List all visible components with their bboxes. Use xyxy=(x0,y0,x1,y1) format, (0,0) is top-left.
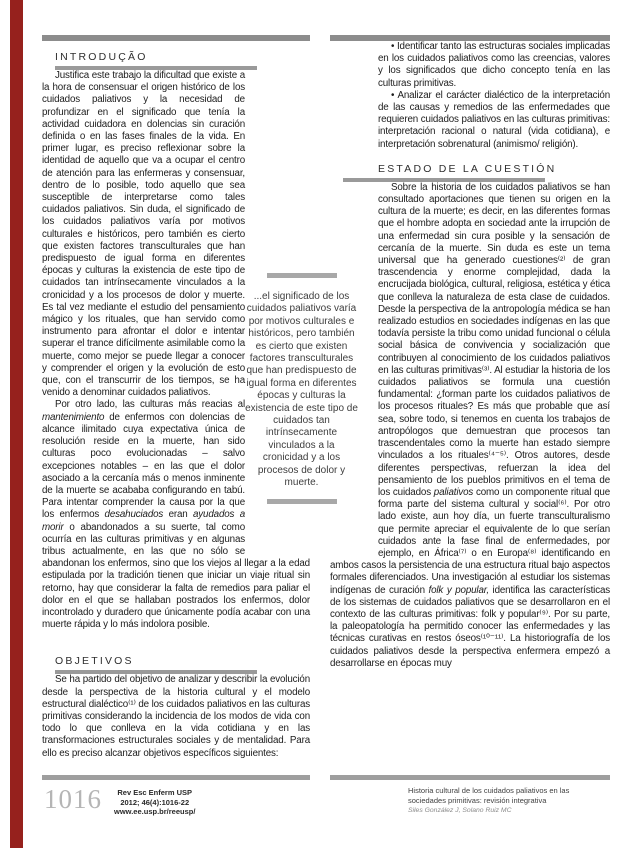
journal-citation xyxy=(114,784,195,817)
running-authors: Siles González J, Solano Ruiz MC xyxy=(408,807,512,814)
footer-rule-right xyxy=(330,775,610,780)
footer-rule-left xyxy=(42,775,310,780)
page-number: 1016 xyxy=(44,784,102,814)
pull-quote-text: ...el significado de los cuidados paliativos varía por motivos culturales e históricos, pero también es cierto que existen factores transculturales que han predispuesto de igual forma en diferentes épocas y culturas la existencia de este tipo de cuidados tan intrínsecamente vinculados a la cronicidad y a los procesos de dolor y muerte. xyxy=(245,291,358,489)
right-column xyxy=(330,35,610,670)
page-edge-accent-bar xyxy=(10,0,23,848)
footer-left xyxy=(44,784,195,817)
running-title-line1: Historia cultural de los cuidados paliativos en las xyxy=(408,786,570,795)
pull-quote-top-rule xyxy=(267,273,337,278)
intro-paragraph-2: Por otro lado, las culturas más reacias al mantenimiento de enfermos con dolencias de alcance ilimitado cuya expectativa única de resolución reside en la muerte, han sido culturas poco evolucionadas – salvo excepciones notables – en las que el dolor asociado a la cercanía más o menos inminente de la muerte se acababa configurando en tabú. Para intentar comprender la causa por la que los enfermos desahuciados eran ayudados a morir o abandonados a su suerte, tal como ocurría en las culturas primitivas y en algunas tribus actualmente, en las que no sólo se abandonan los enfermos, sino que los viejos al llegar a la edad estipulada por la tradición tienen que iniciar un viaje ritual sin retorno, hay que considerar la falta de remedios para paliar el dolor en el que se hallaban postrados los enfermos, dolor incontrolado y duradero que únicamente podía acabar con una muerte rápida y lo más indolora posible. xyxy=(42,399,310,631)
intro-paragraph-1: Justifica este trabajo la dificultad que existe a la hora de consensuar el origen histórico de los cuidados paliativos y la necesidad de profundizar en el significado que tenía la actividad cuidadora en dolencias sin curación definida o en las fases finales de la vida. En primer lugar, es preciso reflexionar sobre la identidad de aquello que va a ocupar el centro de atención para las enfermeras y consensuar, dentro de lo posible, todo aquello que sea susceptible de interpretarse como tales cuidados paliativos. Sin duda, el significado de los cuidados paliativos varía por motivos culturales e históricos, pero también es cierto que existen factores transculturales que han predispuesto de igual forma en diferentes épocas y culturas la existencia de este tipo de cuidados tan intrínsecamente vinculados a la cronicidad y a los procesos de dolor y muerte. Es tal vez mediante el estudio del pensamiento mágico y los rituales, que han servido como instrumento para afrontar el dolor e intentar superar el trance difícilmente asimilable como la muerte, como mejor se puede llegar a conocer y comprender el origen y la evolución de esto que, con el transcurrir de los tiempos, se ha venido a denominar cuidados paliativos. xyxy=(42,70,245,399)
objetivos-paragraph: Se ha partido del objetivo de analizar y describir la evolución desde la perspectiva de la historia cultural y el modelo estructural dialéctico⁽¹⁾ de los cuidados paliativos en las culturas primitivas considerando la incidencia de los modos de vida con todo lo que conlleva en la vida cotidiana y en las transformaciones estructurales sociales y de mentalidad. Para ello es preciso alcanzar objetivos específicos siguientes: xyxy=(42,674,310,759)
journal-issue: 2012; 46(4):1016-22 xyxy=(120,797,190,807)
estado-paragraph: Sobre la historia de los cuidados paliativos se han consultado aportaciones que tienen su origen en la cultura de la muerte; es decir, en las diferentes formas que el hombre adopta en sociedad ante la irrupción de una enfermedad sin cura posible y la sensación de cercanía de la muerte. Sin duda es este un tema universal que ha generado cuestiones⁽²⁾ de gran trascendencia y enorme complejidad, dada la encrucijada biológica, cultural, religiosa, estética y ética que conlleva la naturaleza de esta clase de cuidados. Desde la perspectiva de la antropología médica se han realizado estudios en sociedades indígenas en las que todavía persiste la tribu como unidad funcional o célula social básica de convivencia y socialización que contribuyen al conocimiento de los cuidados paliativos en las culturas primitivas⁽³⁾. Al estudiar la historia de los cuidados paliativos se formula una cuestión fundamental: ¿forman parte los cuidados paliativos de los procesos rituales? Es más que probable que así sea, sobre todo, si tenemos en cuenta los trabajos de antropólogos que demuestran que procesos tan trascendentales como la muerte han estado siempre vinculados a los rituales⁽⁴⁻⁵⁾. Otros autores, desde diferentes perspectivas, refuerzan la idea del pensamiento de los pueblos primitivos en el tema de los cuidados paliativos como un componente ritual que forma parte del sistema cultural y social⁽⁶⁾. Por otro lado existe, aun hoy día, un fuerte transculturalismo que permite apreciar el equivalente de lo que serían cuidados ante la fase final de enfermedades, por ejemplo, en África⁽⁷⁾ o en Europa⁽⁸⁾ identificando en ambos casos la persistencia de una estructura ritual bajo aspectos formales diferenciados. Una investigación al estudiar los sistemas indígenas de curación folk y popular, identifica las características de los sistemas de cuidados paliativos que se desarrollaron en el contexto de las culturas primitivas: folk y popular⁽⁹⁾. Por su parte, la paleopatología ha permitido conocer las enfermedades y las técnicas curativas en restos óseos⁽¹⁰⁻¹¹⁾. La historiografía de los cuidados paliativos desde la perspectiva enfermera empezó a desarrollarse en épocas muy xyxy=(330,181,611,669)
section-heading-introducao xyxy=(55,51,310,70)
journal-name: Rev Esc Enferm USP xyxy=(117,788,193,797)
running-title-line2: sociedades primitivas: revisión integrativa xyxy=(408,795,547,805)
pull-quote-bottom-rule xyxy=(267,499,337,504)
column-top-rule xyxy=(42,35,310,41)
footer-right xyxy=(408,786,610,816)
section-title: OBJETIVOS xyxy=(55,655,134,668)
section-heading-objetivos xyxy=(55,655,310,674)
section-title: ESTADO DE LA CUESTIÓN xyxy=(378,162,557,175)
section-heading-estado-de-la-cuestion xyxy=(343,163,610,182)
section-title: INTRODUÇÃO xyxy=(55,51,148,63)
pull-quote xyxy=(245,273,358,504)
objective-bullet-2: • Analizar el carácter dialéctico de la interpretación de las causas y remedios de las enfermedades que requieren cuidados paliativos en las culturas primitivas: interpretación racional o natural (vida cotidiana), e interpretación sobrenatural (animismo/ religión). xyxy=(378,89,610,150)
objective-bullet-1: • Identificar tanto las estructuras sociales implicadas en los cuidados paliativos como las creencias, valores y los significados que dicho concepto tenía en las culturas primitivas. xyxy=(378,41,610,89)
journal-url: www.ee.usp.br/reeusp/ xyxy=(114,807,196,816)
